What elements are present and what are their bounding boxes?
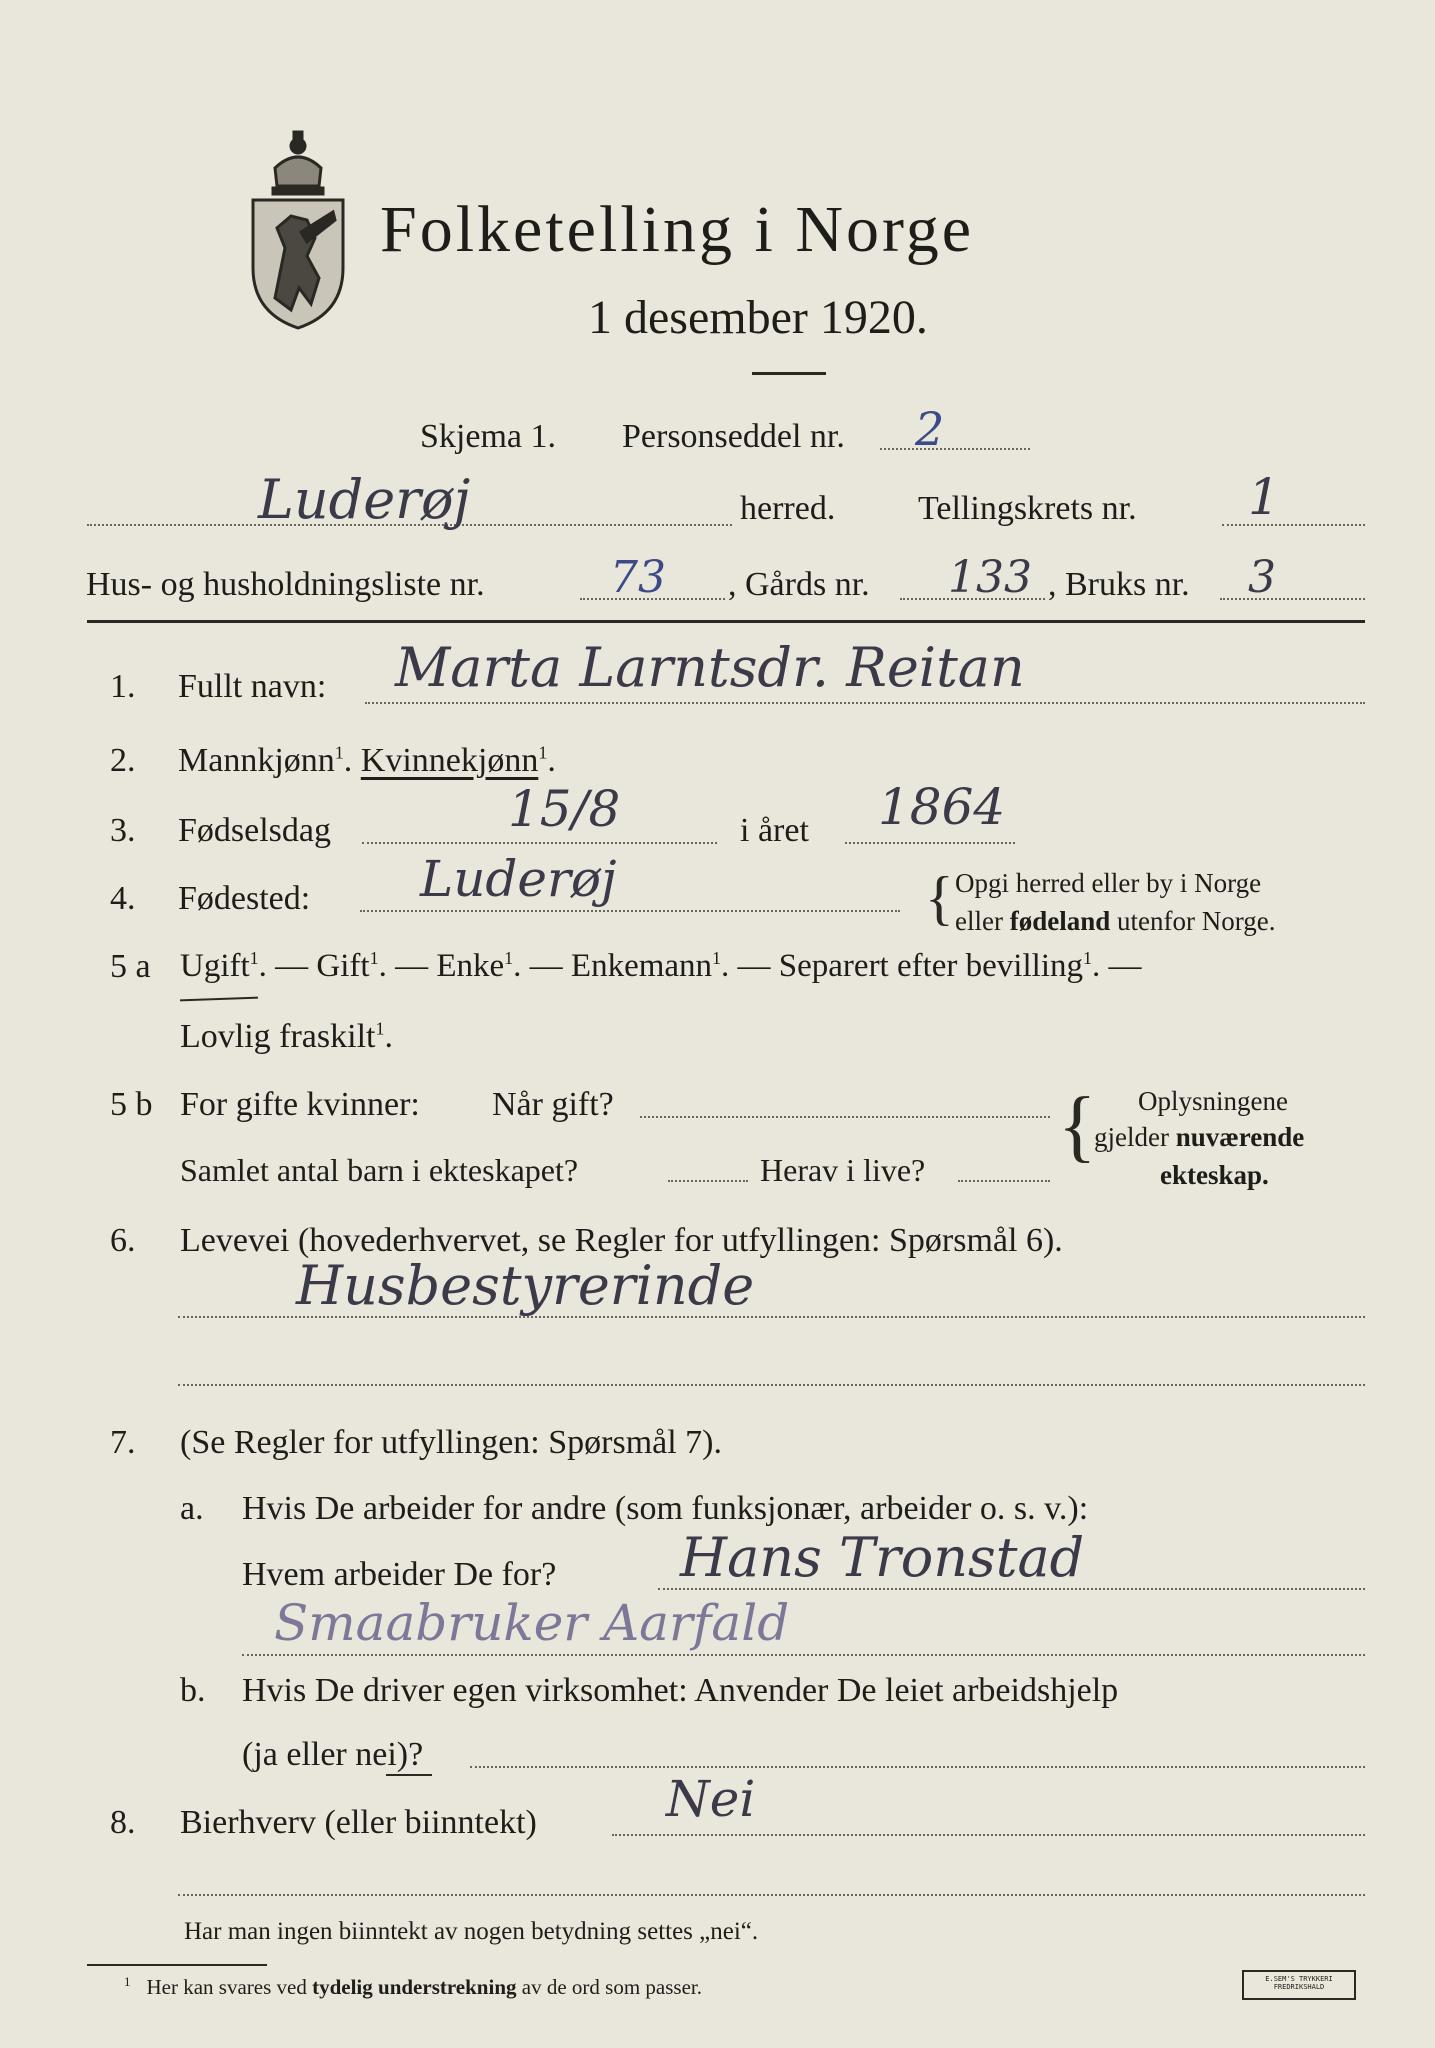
separert-option[interactable]: — Separert efter bevilling [737,948,1083,984]
birthplace-line [360,910,900,912]
personseddel-line [880,448,1030,450]
bruks-line [1220,598,1365,600]
q1-number: 1. [110,668,136,705]
employer-value-2[interactable]: Smaabruker Aarfald [274,1594,790,1652]
occupation-value[interactable]: Husbestyrerinde [296,1254,755,1317]
skjema-label: Skjema 1. [420,418,556,455]
ugift-underline [180,997,258,1002]
naar-gift-label: Når gift? [492,1086,614,1123]
coat-of-arms-icon [245,128,351,333]
q2-gender-options [178,742,556,780]
year-line [845,842,1015,844]
birthday-value[interactable]: 15/8 [508,780,621,838]
bruks-label: , Bruks nr. [1048,566,1190,603]
q5b-note-1: Oplysningene [1138,1086,1288,1116]
birth-year-value[interactable]: 1864 [878,778,1006,836]
birthplace-note-2: eller fødeland utenfor Norge. [955,906,1276,936]
note-brace: { [925,865,954,931]
naar-gift-line[interactable] [640,1116,1050,1118]
tellingskrets-label: Tellingskrets nr. [918,490,1137,527]
q6-number: 6. [110,1222,136,1259]
title-divider [752,372,826,375]
samlet-line[interactable] [668,1180,748,1182]
note-brace: { [1058,1082,1097,1170]
q8-line [612,1834,1365,1836]
q3-number: 3. [110,812,136,849]
marital-options: Ugift$^1$. — Gift$^1$. — Enke$^1$. — Enkemann$^1$. — Separert efter bevilling$^1$. — [180,948,1142,984]
q7a-text: Hvis De arbeider for andre (som funksjonær, arbeider o. s. v.): [242,1490,1089,1527]
separator: . [547,742,556,779]
hus-label: Hus- og husholdningsliste nr. [86,566,485,603]
q8-line-2 [178,1894,1365,1896]
q7b-line[interactable] [470,1766,1365,1768]
q5b-number: 5 b [110,1086,153,1123]
q8-label: Bierhverv (eller biinntekt) [180,1804,537,1841]
year-label: i året [740,812,809,849]
census-date: 1 desember 1920. [588,291,928,344]
gards-value[interactable]: 133 [948,552,1032,603]
q6-label: Levevei (hovederhvervet, se Regler for utfyllingen: Spørsmål 6). [180,1222,1063,1259]
separator: . [343,742,353,779]
employer-value[interactable]: Hans Tronstad [680,1526,1085,1589]
tellingskrets-line [1222,524,1365,526]
q3-label: Fødselsdag [178,812,331,849]
q6-line-2 [178,1384,1365,1386]
header-rule [87,620,1365,623]
q5a-number: 5 a [110,948,151,985]
herav-line[interactable] [958,1180,1050,1182]
footnote: $^1$ Her kan svares ved tydelig understrekning av de ord som passer. [124,1974,702,1999]
footer-note: Har man ingen biinntekt av nogen betydning settes „nei“. [184,1918,759,1945]
q7a-question: Hvem arbeider De for? [242,1556,557,1593]
birthplace-value[interactable]: Luderøj [420,850,617,908]
q5b-note-3: ekteskap. [1160,1160,1269,1190]
side-income-value[interactable]: Nei [666,1770,756,1828]
female-option[interactable]: Kvinnekjønn [360,742,539,779]
q8-number: 8. [110,1804,136,1841]
q2-number: 2. [110,742,136,779]
q7-label: (Se Regler for utfyllingen: Spørsmål 7). [180,1424,723,1461]
q1-line [365,702,1365,704]
gards-label: , Gårds nr. [728,566,870,603]
q4-number: 4. [110,880,136,917]
hus-value[interactable]: 73 [610,552,666,603]
q7b-letter: b. [180,1672,206,1709]
sup-marker: 1 [334,742,344,763]
herred-value[interactable]: Luderøj [258,468,471,531]
herav-label: Herav i live? [760,1152,926,1188]
q7b-text: Hvis De driver egen virksomhet: Anvender De leiet arbeidshjelp [242,1672,1119,1709]
herred-label: herred. [740,490,836,527]
q7a-letter: a. [180,1490,204,1527]
form-title: Folketelling i Norge [380,193,975,266]
q4-label: Fødested: [178,880,311,917]
q1-label: Fullt navn: [178,668,327,705]
nei-underline [386,1774,432,1776]
footnote-rule [87,1964,267,1966]
birthday-line [362,842,717,844]
personseddel-label: Personseddel nr. [622,418,845,455]
enkemann-option[interactable]: — Enkemann [529,948,713,984]
enke-option[interactable]: — Enke [395,948,505,984]
q7b-question: (ja eller nei)? [242,1736,424,1773]
ugift-option[interactable]: Ugift [180,948,250,984]
employer-line-2 [242,1654,1365,1656]
birthplace-note-1: Opgi herred eller by i Norge [955,868,1262,898]
q7-number: 7. [110,1424,136,1461]
tellingskrets-value[interactable]: 1 [1248,468,1280,526]
sup-marker: 1 [538,742,548,763]
full-name-value[interactable]: Marta Larntsdr. Reitan [395,636,1025,699]
printer-mark: E.SEM'S TRYKKERI FREDRIKSHALD [1242,1970,1356,2000]
lovlig-option[interactable]: Lovlig fraskilt$^1$. [180,1018,393,1055]
male-option[interactable]: Mannkjønn [178,742,335,779]
gift-option[interactable]: — Gift [275,948,370,984]
q5b-label: For gifte kvinner: [180,1086,420,1123]
personseddel-value[interactable]: 2 [915,402,945,456]
bruks-value[interactable]: 3 [1248,552,1276,603]
q5b-note-2: gjelder nuværende [1094,1122,1305,1152]
samlet-label: Samlet antal barn i ekteskapet? [180,1152,579,1188]
